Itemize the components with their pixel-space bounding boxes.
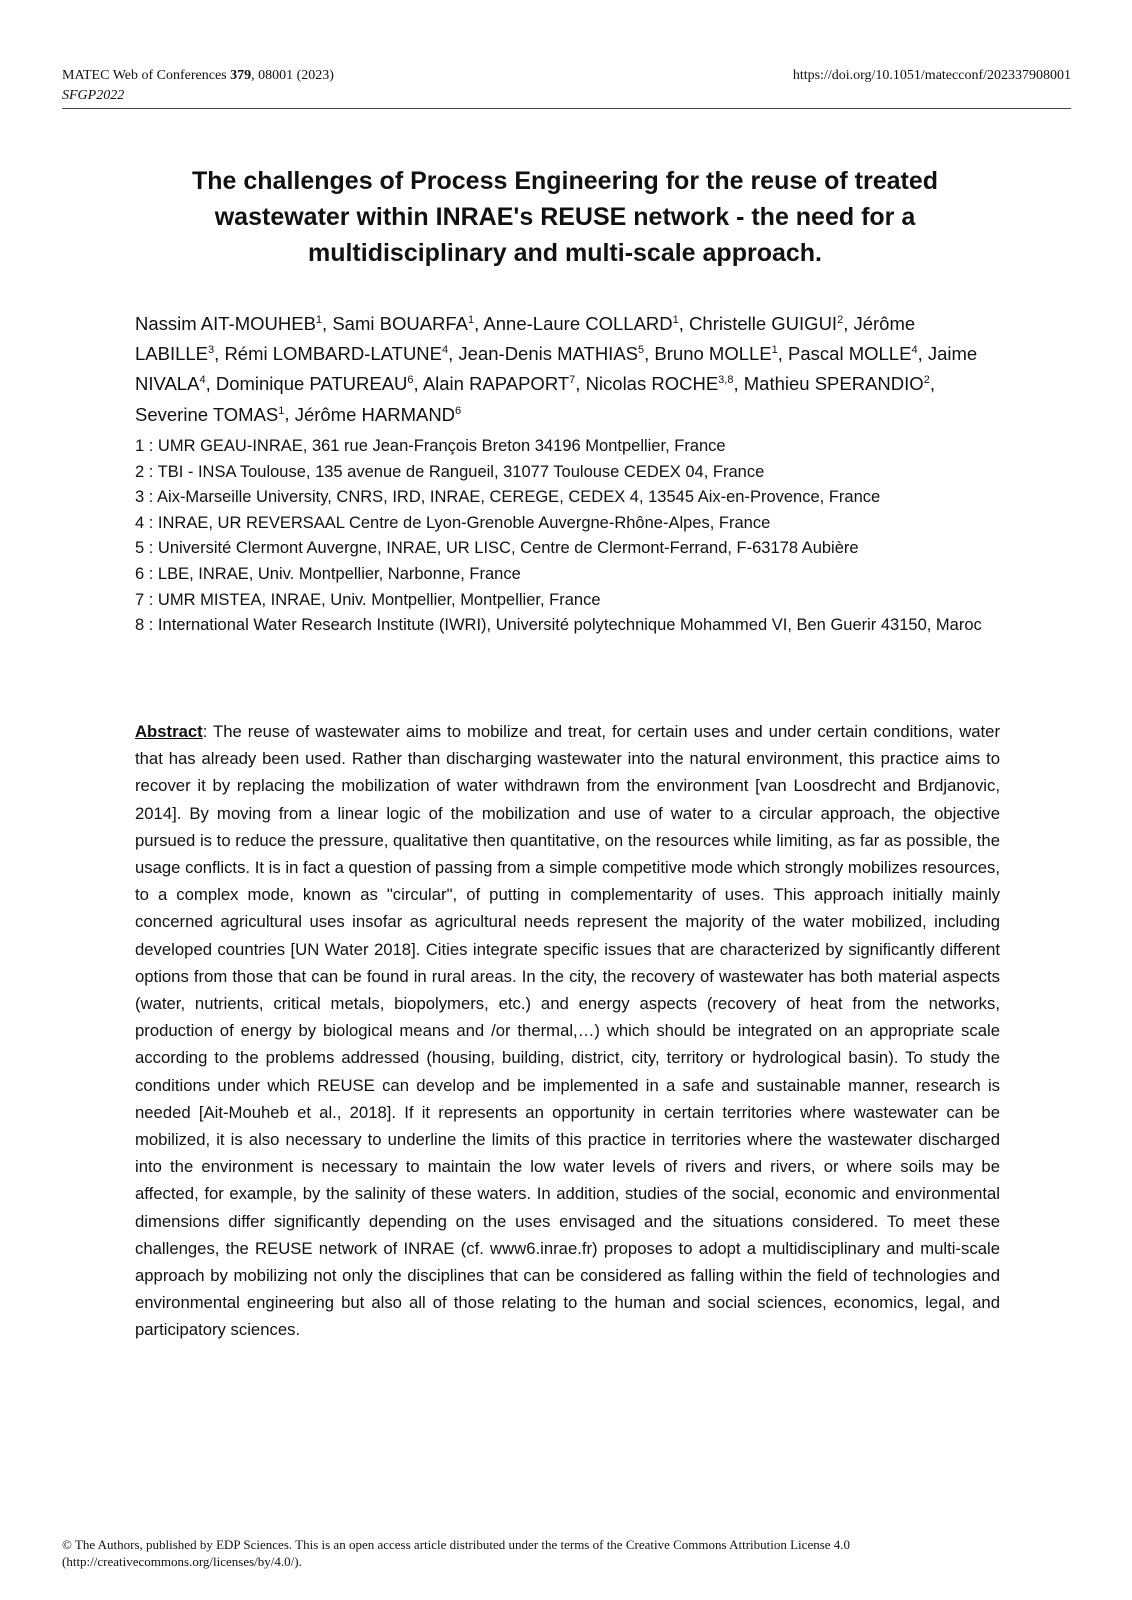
page-header	[62, 66, 1071, 109]
paper-title: The challenges of Process Engineering for the reuse of treated wastewater within INRAE's REUSE network - the need for a multidisciplinary and multi-scale approach.	[191, 167, 939, 267]
author-name: Severine TOMAS	[135, 403, 279, 425]
author-name: Anne-Laure COLLARD	[483, 313, 673, 335]
author	[423, 373, 575, 394]
author	[295, 404, 461, 425]
author-name: Mathieu SPERANDIO	[743, 373, 924, 395]
doi-link[interactable]: https://doi.org/10.1051/matecconf/202337908001	[792, 68, 1071, 83]
author	[135, 313, 322, 334]
journal-name: MATEC Web of Conferences	[62, 68, 231, 83]
abstract-text: : The reuse of wastewater aims to mobilize and treat, for certain uses and under certain conditions, water that has already been used. Rather than discharging wastewater into the natural environment, this practice aims to recover it by replacing the mobilization of water withdrawn from the environment [van Loosdrecht and Brdjanovic, 2014]. By moving from a linear logic of the mobilization and use of water to a circular approach, the objective pursued is to reduce the pressure, qualitative then quantitative, on the resources while limiting, as far as possible, the usage conflicts. It is in fact a question of passing from a simple competitive mode which strongly mobilizes resources, to a complex mode, known as "circular", of putting in complementarity of uses. This approach initially mainly concerned agricultural uses insofar as agricultural needs represent the majority of the water mobilized, including developed countries [UN Water 2018]. Cities integrate specific issues that are characterized by significantly different options from those that can be found in rural areas. In the city, the recovery of wastewater has both material aspects (water, nutrients, critical metals, biopolymers, etc.) and energy aspects (recovery of heat from the networks, production of energy by biological means and /or thermal,…) which should be integrated on an appropriate scale according to the problems addressed (housing, building, district, city, territory or hydrological basin). To study the conditions under which REUSE can develop and be implemented in a safe and sustainable manner, research is needed [Ait-Mouheb et al., 2018]. If it represents an opportunity in certain territories where wastewater can be mobilized, it is also necessary to underline the limits of this practice in territories where the wastewater discharged into the environment is necessary to maintain the low water levels of rivers and rivers, or where soils may be affected, for example, by the salinity of these waters. In addition, studies of the social, economic and environmental dimensions differ significantly depending on the uses envisaged and the situations considered. To meet these challenges, the REUSE network of INRAE (cf. www6.inrae.fr) proposes to adopt a multidisciplinary and multi-scale approach by mobilizing not only the disciplines that can be considered as falling within the field of technologies and environmental engineering but also all of those relating to the human and social sciences, economics, legal, and participatory sciences.	[135, 722, 1000, 1340]
author-affiliation-mark: 1	[278, 404, 285, 417]
author-name: Jean-Denis MATHIAS	[458, 343, 638, 365]
author-affiliation-mark: 6	[455, 404, 462, 417]
author-name: Nicolas ROCHE	[585, 373, 719, 395]
author	[744, 373, 930, 394]
author-name: Jaime NIVALA	[135, 343, 978, 395]
author	[224, 343, 448, 364]
author-affiliation-mark: 7	[569, 374, 576, 387]
license-url: (http://creativecommons.org/licenses/by/4.0/).	[62, 1554, 302, 1569]
author-affiliation-mark: 6	[407, 374, 414, 387]
abstract-label: Abstract	[135, 722, 203, 741]
article-number: , 08001 (2023)	[251, 68, 334, 83]
author-affiliation-mark: 2	[837, 314, 844, 326]
author-name: Rémi LOMBARD-LATUNE	[224, 343, 443, 365]
author-name: Sami BOUARFA	[332, 313, 469, 335]
author	[654, 343, 777, 364]
affiliation-item: 8 : International Water Research Institute (IWRI), Université polytechnique Mohammed VI, Ben Guerir 43150, Maroc	[135, 616, 982, 635]
author	[483, 313, 678, 334]
abstract	[135, 718, 1000, 1344]
author-affiliation-mark: 1	[468, 314, 475, 326]
author-affiliation-mark: 4	[199, 374, 206, 387]
affiliation-item: 3 : Aix-Marseille University, CNRS, IRD, INRAE, CEREGE, CEDEX 4, 13545 Aix-en-Provence, France	[135, 488, 881, 507]
author	[788, 343, 918, 364]
affiliation-item: 2 : TBI - INSA Toulouse, 135 avenue de Rangueil, 31077 Toulouse CEDEX 04, France	[135, 462, 765, 481]
affiliation-list	[135, 434, 985, 639]
author-affiliation-mark: 3,8	[718, 374, 734, 387]
author-affiliation-mark: 1	[672, 314, 679, 326]
affiliation-item: 5 : Université Clermont Auvergne, INRAE, UR LISC, Centre de Clermont-Ferrand, F-63178 Aubière	[135, 539, 859, 558]
author-name: Nassim AIT-MOUHEB	[135, 313, 316, 335]
author	[586, 373, 734, 394]
author-name: Jérôme HARMAND	[294, 403, 456, 425]
author-affiliation-mark: 4	[442, 344, 449, 357]
author-name: Alain RAPAPORT	[422, 373, 570, 395]
author-affiliation-mark: 1	[771, 344, 778, 357]
author-affiliation-mark: 5	[638, 344, 645, 357]
author-name: Bruno MOLLE	[654, 343, 772, 365]
conference-series: SFGP2022	[62, 88, 125, 103]
author-name: Jérôme LABILLE	[135, 313, 916, 365]
journal-citation	[62, 66, 334, 86]
license-text: © The Authors, published by EDP Sciences. This is an open access article distributed under the terms of the Creative Commons Attribution License 4.0	[62, 1537, 851, 1552]
journal-volume: 379	[230, 68, 252, 83]
header-rule	[62, 108, 1071, 109]
affiliation-item: 6 : LBE, INRAE, Univ. Montpellier, Narbonne, France	[135, 564, 521, 583]
affiliation-item: 1 : UMR GEAU-INRAE, 361 rue Jean-François Breton 34196 Montpellier, France	[135, 437, 726, 455]
author-affiliation-mark: 1	[315, 314, 323, 326]
author-name: Pascal MOLLE	[788, 343, 912, 365]
author-affiliation-mark: 3	[208, 344, 215, 357]
author	[332, 313, 474, 334]
affiliation-item: 4 : INRAE, UR REVERSAAL Centre de Lyon-Grenoble Auvergne-Rhône-Alpes, France	[135, 513, 771, 532]
author-affiliation-mark: 4	[911, 344, 918, 357]
author	[135, 404, 284, 425]
author	[216, 373, 414, 394]
affiliation-item: 7 : UMR MISTEA, INRAE, Univ. Montpellier, Montpellier, France	[135, 590, 601, 609]
license-footer	[62, 1536, 1071, 1570]
author-list: Nassim AIT-MOUHEB$^1$, Sami BOUARFA$^1$, Anne-Laure COLLARD$^1$, Christelle GUIGUI$^2$, Jérôme LABILLE$^3$, Rémi LOMBARD-LATUNE$^4$, Jean-Denis MATHIAS$^5$, Bruno MOLLE$^1$, Pascal MOLLE$^4$, Jaime NIVALA$^4$, Dominique PATUREAU$^6$, Alain RAPAPORT$^7$, Nicolas ROCHE$^{3,8}$, Mathieu SPERANDIO$^2$, Severine TOMAS$^1$, Jérôme HARMAND$^6$	[135, 313, 978, 425]
author-affiliation-mark: 2	[923, 374, 930, 387]
author	[689, 313, 843, 334]
author-name: Christelle GUIGUI	[689, 313, 838, 335]
author-name: Dominique PATUREAU	[215, 373, 408, 395]
author	[458, 343, 644, 364]
